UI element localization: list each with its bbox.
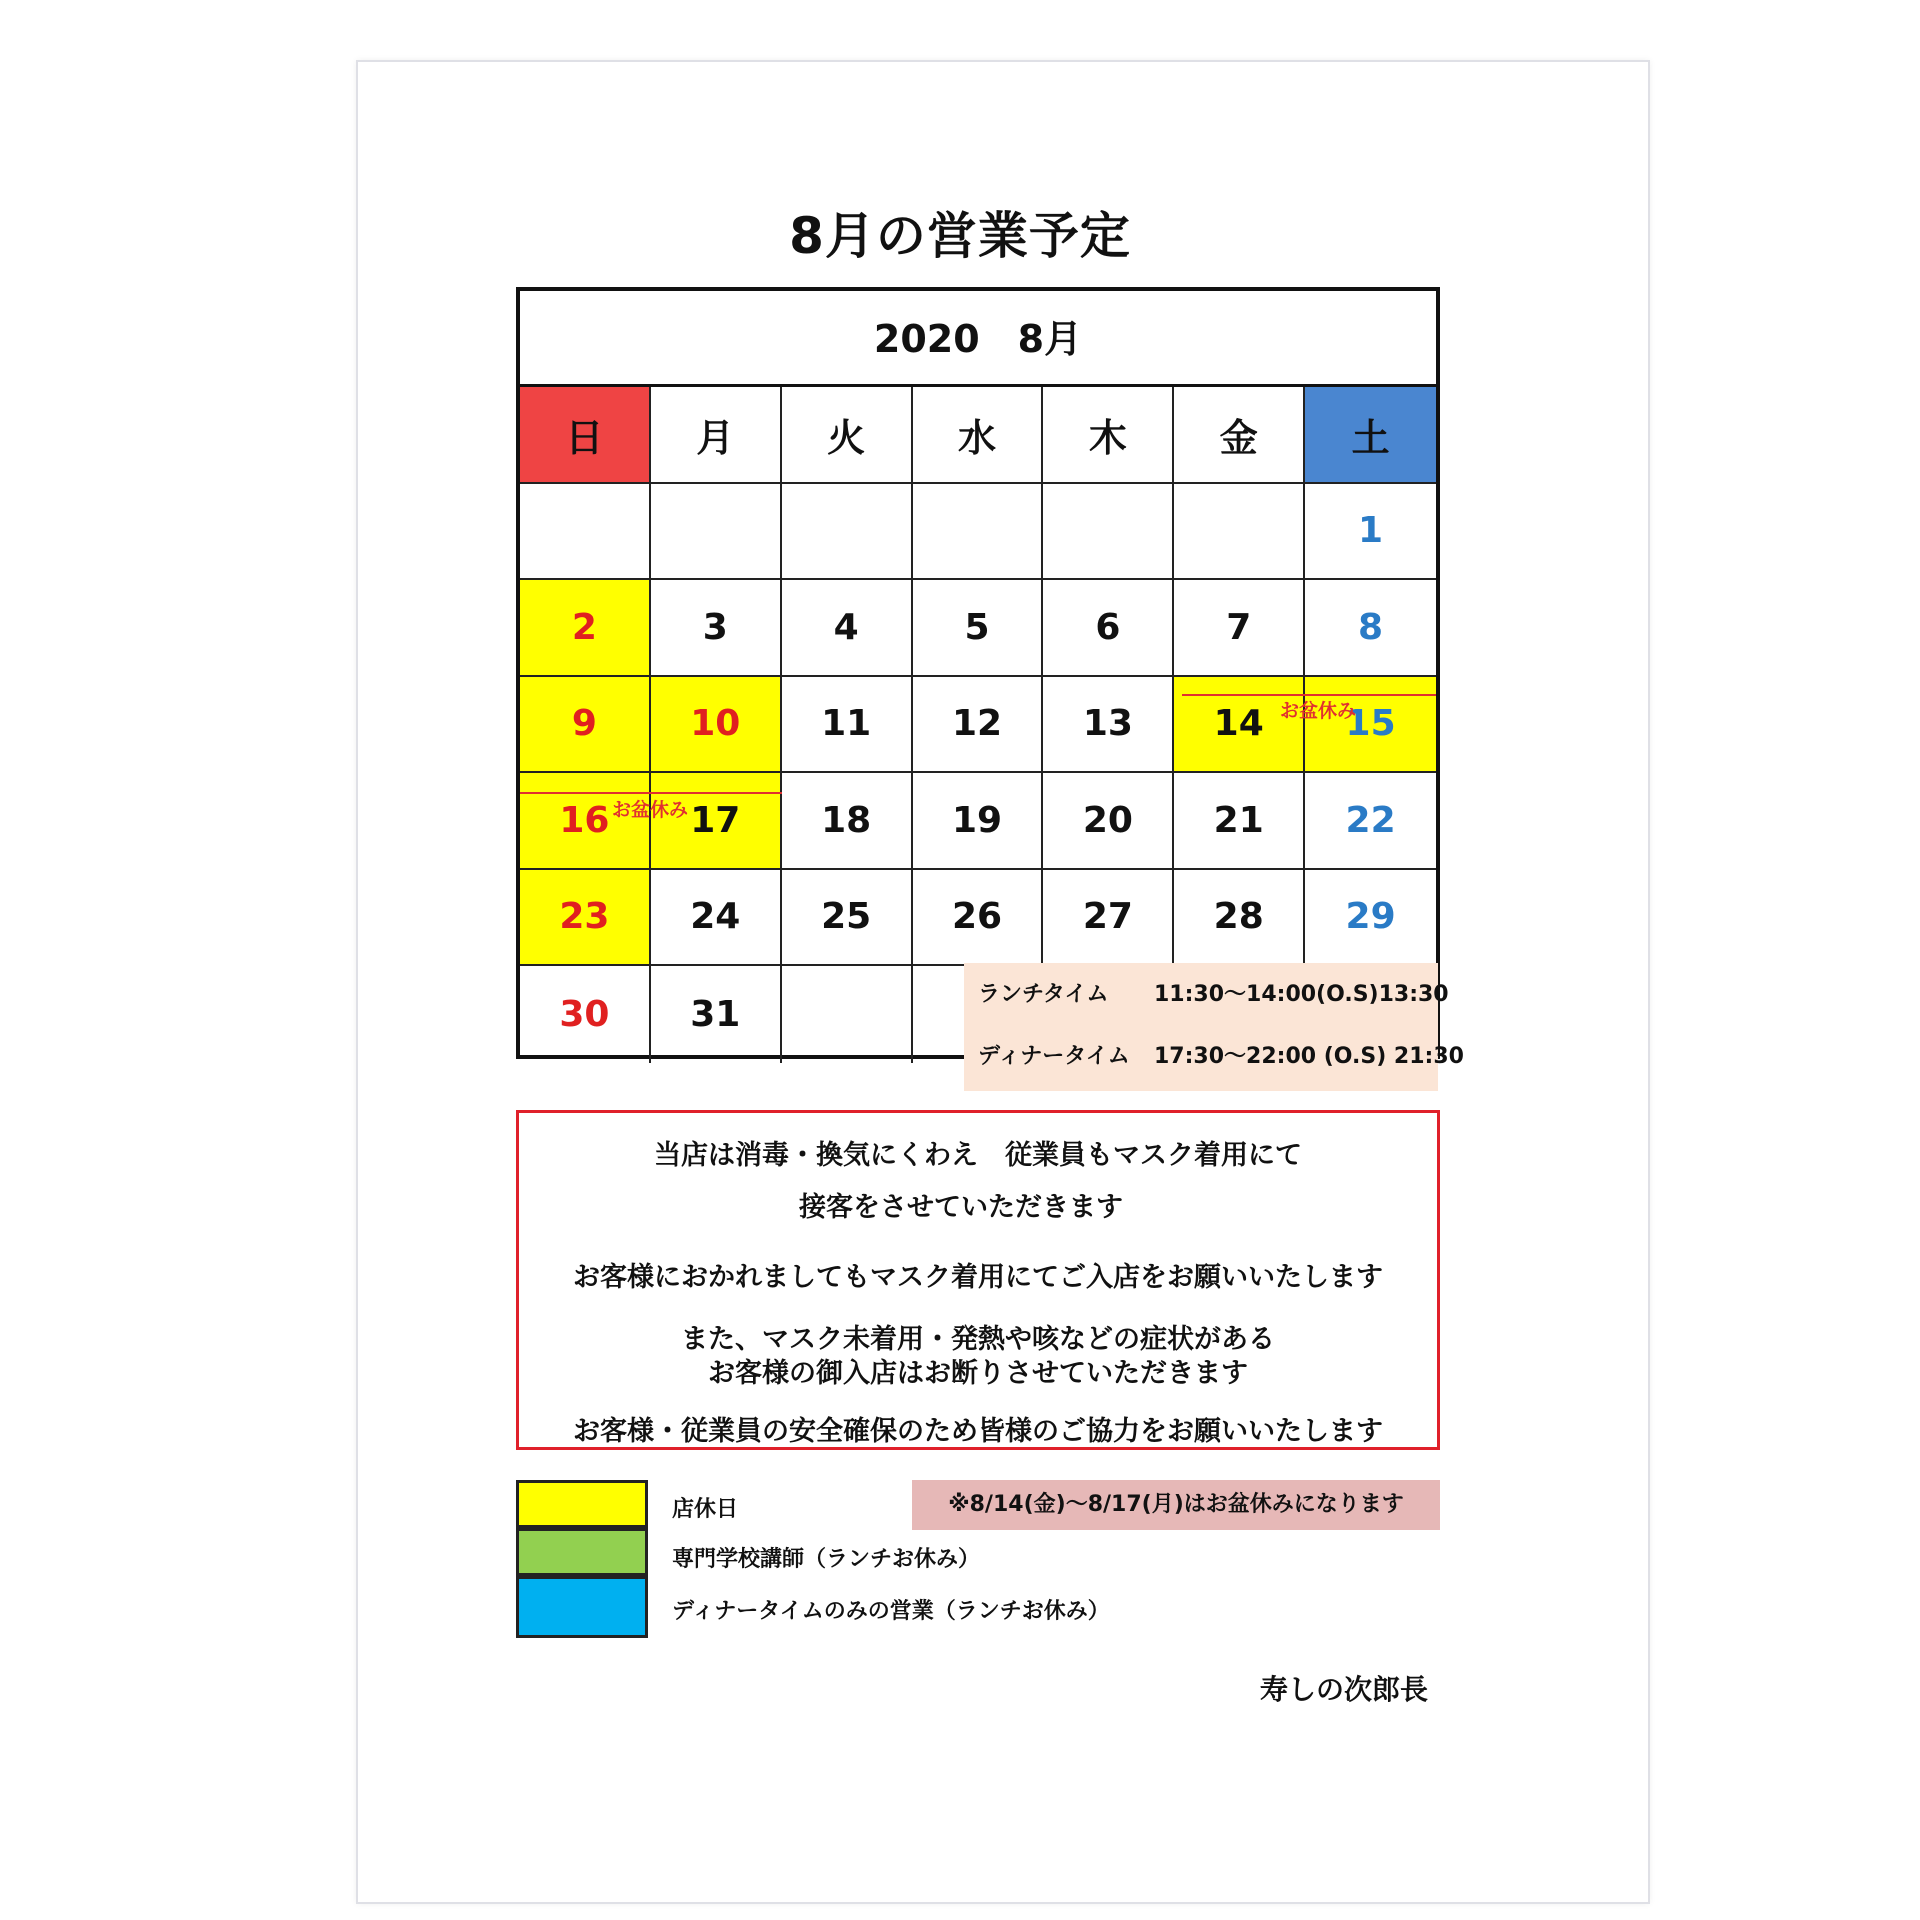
notice-line-3: お客様におかれましてもマスク着用にてご入店をお願いいたします <box>573 1262 1383 1293</box>
obon-label-week3: お盆休み <box>1280 700 1357 722</box>
day-cell-10: 10 <box>651 677 782 774</box>
weekday-header: 土 <box>1305 387 1436 484</box>
day-cell-5: 5 <box>913 580 1044 677</box>
day-cell-26: 26 <box>913 870 1044 967</box>
day-cell-2: 2 <box>520 580 651 677</box>
day-cell-21: 21 <box>1174 773 1305 870</box>
legend-swatch-closed <box>516 1480 648 1528</box>
weekday-header: 日 <box>520 387 651 484</box>
notice-line-4: また、マスク未着用・発熱や咳などの症状がある <box>681 1324 1275 1355</box>
day-cell-22: 22 <box>1305 773 1436 870</box>
day-cell-24: 24 <box>651 870 782 967</box>
dinner-time: 17:30〜22:00 (O.S) 21:30 <box>1154 1044 1464 1069</box>
day-cell-12: 12 <box>913 677 1044 774</box>
lunch-label: ランチタイム <box>978 982 1109 1007</box>
notice-box <box>516 1110 1440 1450</box>
empty-day-cell <box>1043 484 1174 581</box>
day-cell-23: 23 <box>520 870 651 967</box>
weekday-header: 火 <box>782 387 913 484</box>
legend-label-closed: 店休日 <box>672 1497 739 1522</box>
weekday-header: 水 <box>913 387 1044 484</box>
day-cell-14: 14 <box>1174 677 1305 774</box>
day-cell-6: 6 <box>1043 580 1174 677</box>
obon-arrow-week4 <box>520 792 782 794</box>
notice-line-6: お客様・従業員の安全確保のため皆様のご協力をお願いいたします <box>573 1416 1383 1447</box>
day-cell-27: 27 <box>1043 870 1174 967</box>
notice-line-5: お客様の御入店はお断りさせていただきます <box>708 1358 1248 1389</box>
day-cell-28: 28 <box>1174 870 1305 967</box>
lunch-hours-row <box>978 977 1449 1008</box>
legend-swatch-dinner-only <box>516 1576 648 1638</box>
empty-day-cell <box>782 966 913 1063</box>
day-cell-17: 17 <box>651 773 782 870</box>
day-cell-3: 3 <box>651 580 782 677</box>
page-title: 8月の営業予定 <box>789 207 1131 265</box>
week-row <box>520 580 1436 677</box>
legend-label-school: 専門学校講師（ランチお休み） <box>672 1547 981 1572</box>
day-cell-19: 19 <box>913 773 1044 870</box>
business-hours-box <box>964 963 1464 1091</box>
calendar-grid <box>520 387 1436 1063</box>
weekday-header: 月 <box>651 387 782 484</box>
legend-swatch-school <box>516 1528 648 1576</box>
day-cell-29: 29 <box>1305 870 1436 967</box>
day-cell-1: 1 <box>1305 484 1436 581</box>
shop-name: 寿しの次郎長 <box>1260 1673 1429 1706</box>
day-cell-20: 20 <box>1043 773 1174 870</box>
day-cell-11: 11 <box>782 677 913 774</box>
obon-note: ※8/14(金)〜8/17(月)はお盆休みになります <box>912 1480 1440 1530</box>
weekday-header: 金 <box>1174 387 1305 484</box>
lunch-time: 11:30〜14:00(O.S)13:30 <box>1154 982 1449 1007</box>
day-cell-25: 25 <box>782 870 913 967</box>
week-row <box>520 870 1436 967</box>
dinner-hours-row <box>978 1039 1464 1070</box>
empty-day-cell <box>782 484 913 581</box>
day-cell-4: 4 <box>782 580 913 677</box>
weekday-row <box>520 387 1436 484</box>
empty-day-cell <box>913 484 1044 581</box>
notice-line-2: 接客をさせていただきます <box>799 1192 1123 1223</box>
empty-day-cell <box>1174 484 1305 581</box>
day-cell-30: 30 <box>520 966 651 1063</box>
calendar <box>516 287 1440 1059</box>
empty-day-cell <box>520 484 651 581</box>
day-cell-9: 9 <box>520 677 651 774</box>
obon-label-week4: お盆休み <box>612 799 689 821</box>
day-cell-8: 8 <box>1305 580 1436 677</box>
empty-day-cell <box>651 484 782 581</box>
day-cell-18: 18 <box>782 773 913 870</box>
day-cell-16: 16 <box>520 773 651 870</box>
calendar-month-header: 2020 8月 <box>520 291 1436 387</box>
week-row <box>520 677 1436 774</box>
day-cell-31: 31 <box>651 966 782 1063</box>
day-cell-15: 15 <box>1305 677 1436 774</box>
week-row <box>520 484 1436 581</box>
legend-label-dinner-only: ディナータイムのみの営業（ランチお休み） <box>672 1599 1110 1624</box>
weekday-header: 木 <box>1043 387 1174 484</box>
notice-line-1: 当店は消毒・換気にくわえ 従業員もマスク着用にて <box>654 1140 1302 1171</box>
dinner-label: ディナータイム <box>978 1044 1130 1069</box>
day-cell-13: 13 <box>1043 677 1174 774</box>
day-cell-7: 7 <box>1174 580 1305 677</box>
